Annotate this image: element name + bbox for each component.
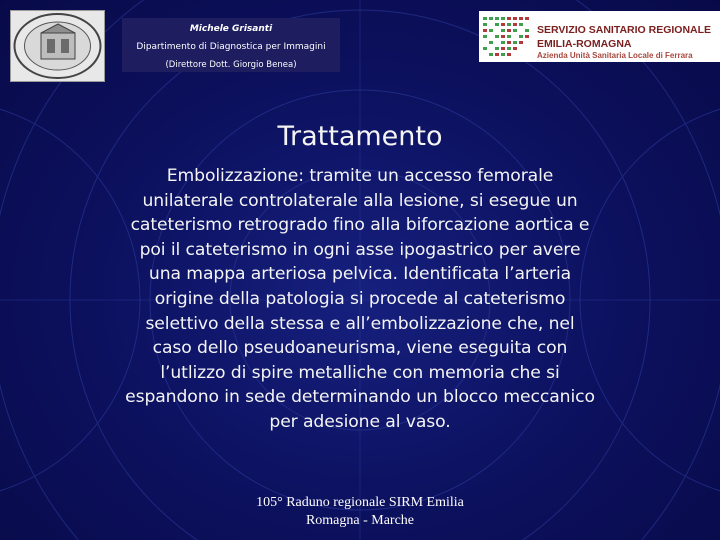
health-service-logo (479, 11, 720, 62)
department-name: Dipartimento di Diagnostica per Immagini (136, 42, 326, 52)
director-name: (Direttore Dott. Giorgio Benea) (165, 60, 297, 70)
header-box (122, 18, 340, 72)
logo-line-2: EMILIA-ROMAGNA (537, 38, 632, 50)
university-logo (10, 10, 105, 82)
slide-body-text: Embolizzazione: tramite un accesso femorale unilaterale controlaterale alla lesione, si esegue un cateterismo retrogrado fino alla biforcazione aortica e poi il cateterismo in ogni asse ipogastrico per avere una mappa arteriosa pelvica. Identificata l’arteria origine della patologia si procede al cateterismo selettivo della stessa e all’embolizzazione che, nel caso dello pseudoaneurisma, viene eseguita con l’utlizzo di spire metalliche con memoria che si espandono in sede determinando un blocco meccanico per adesione al vaso. (125, 166, 595, 432)
logo-line-3: Azienda Unità Sanitaria Locale di Ferrara (537, 51, 693, 60)
footer-text: 105° Raduno regionale SIRM Emilia Romagna - Marche (256, 495, 464, 528)
dot-grid-icon (479, 11, 539, 62)
slide-title: Trattamento (277, 121, 443, 152)
logo-line-1: SERVIZIO SANITARIO REGIONALE (537, 24, 712, 36)
author-name: Michele Grisanti (189, 24, 273, 34)
